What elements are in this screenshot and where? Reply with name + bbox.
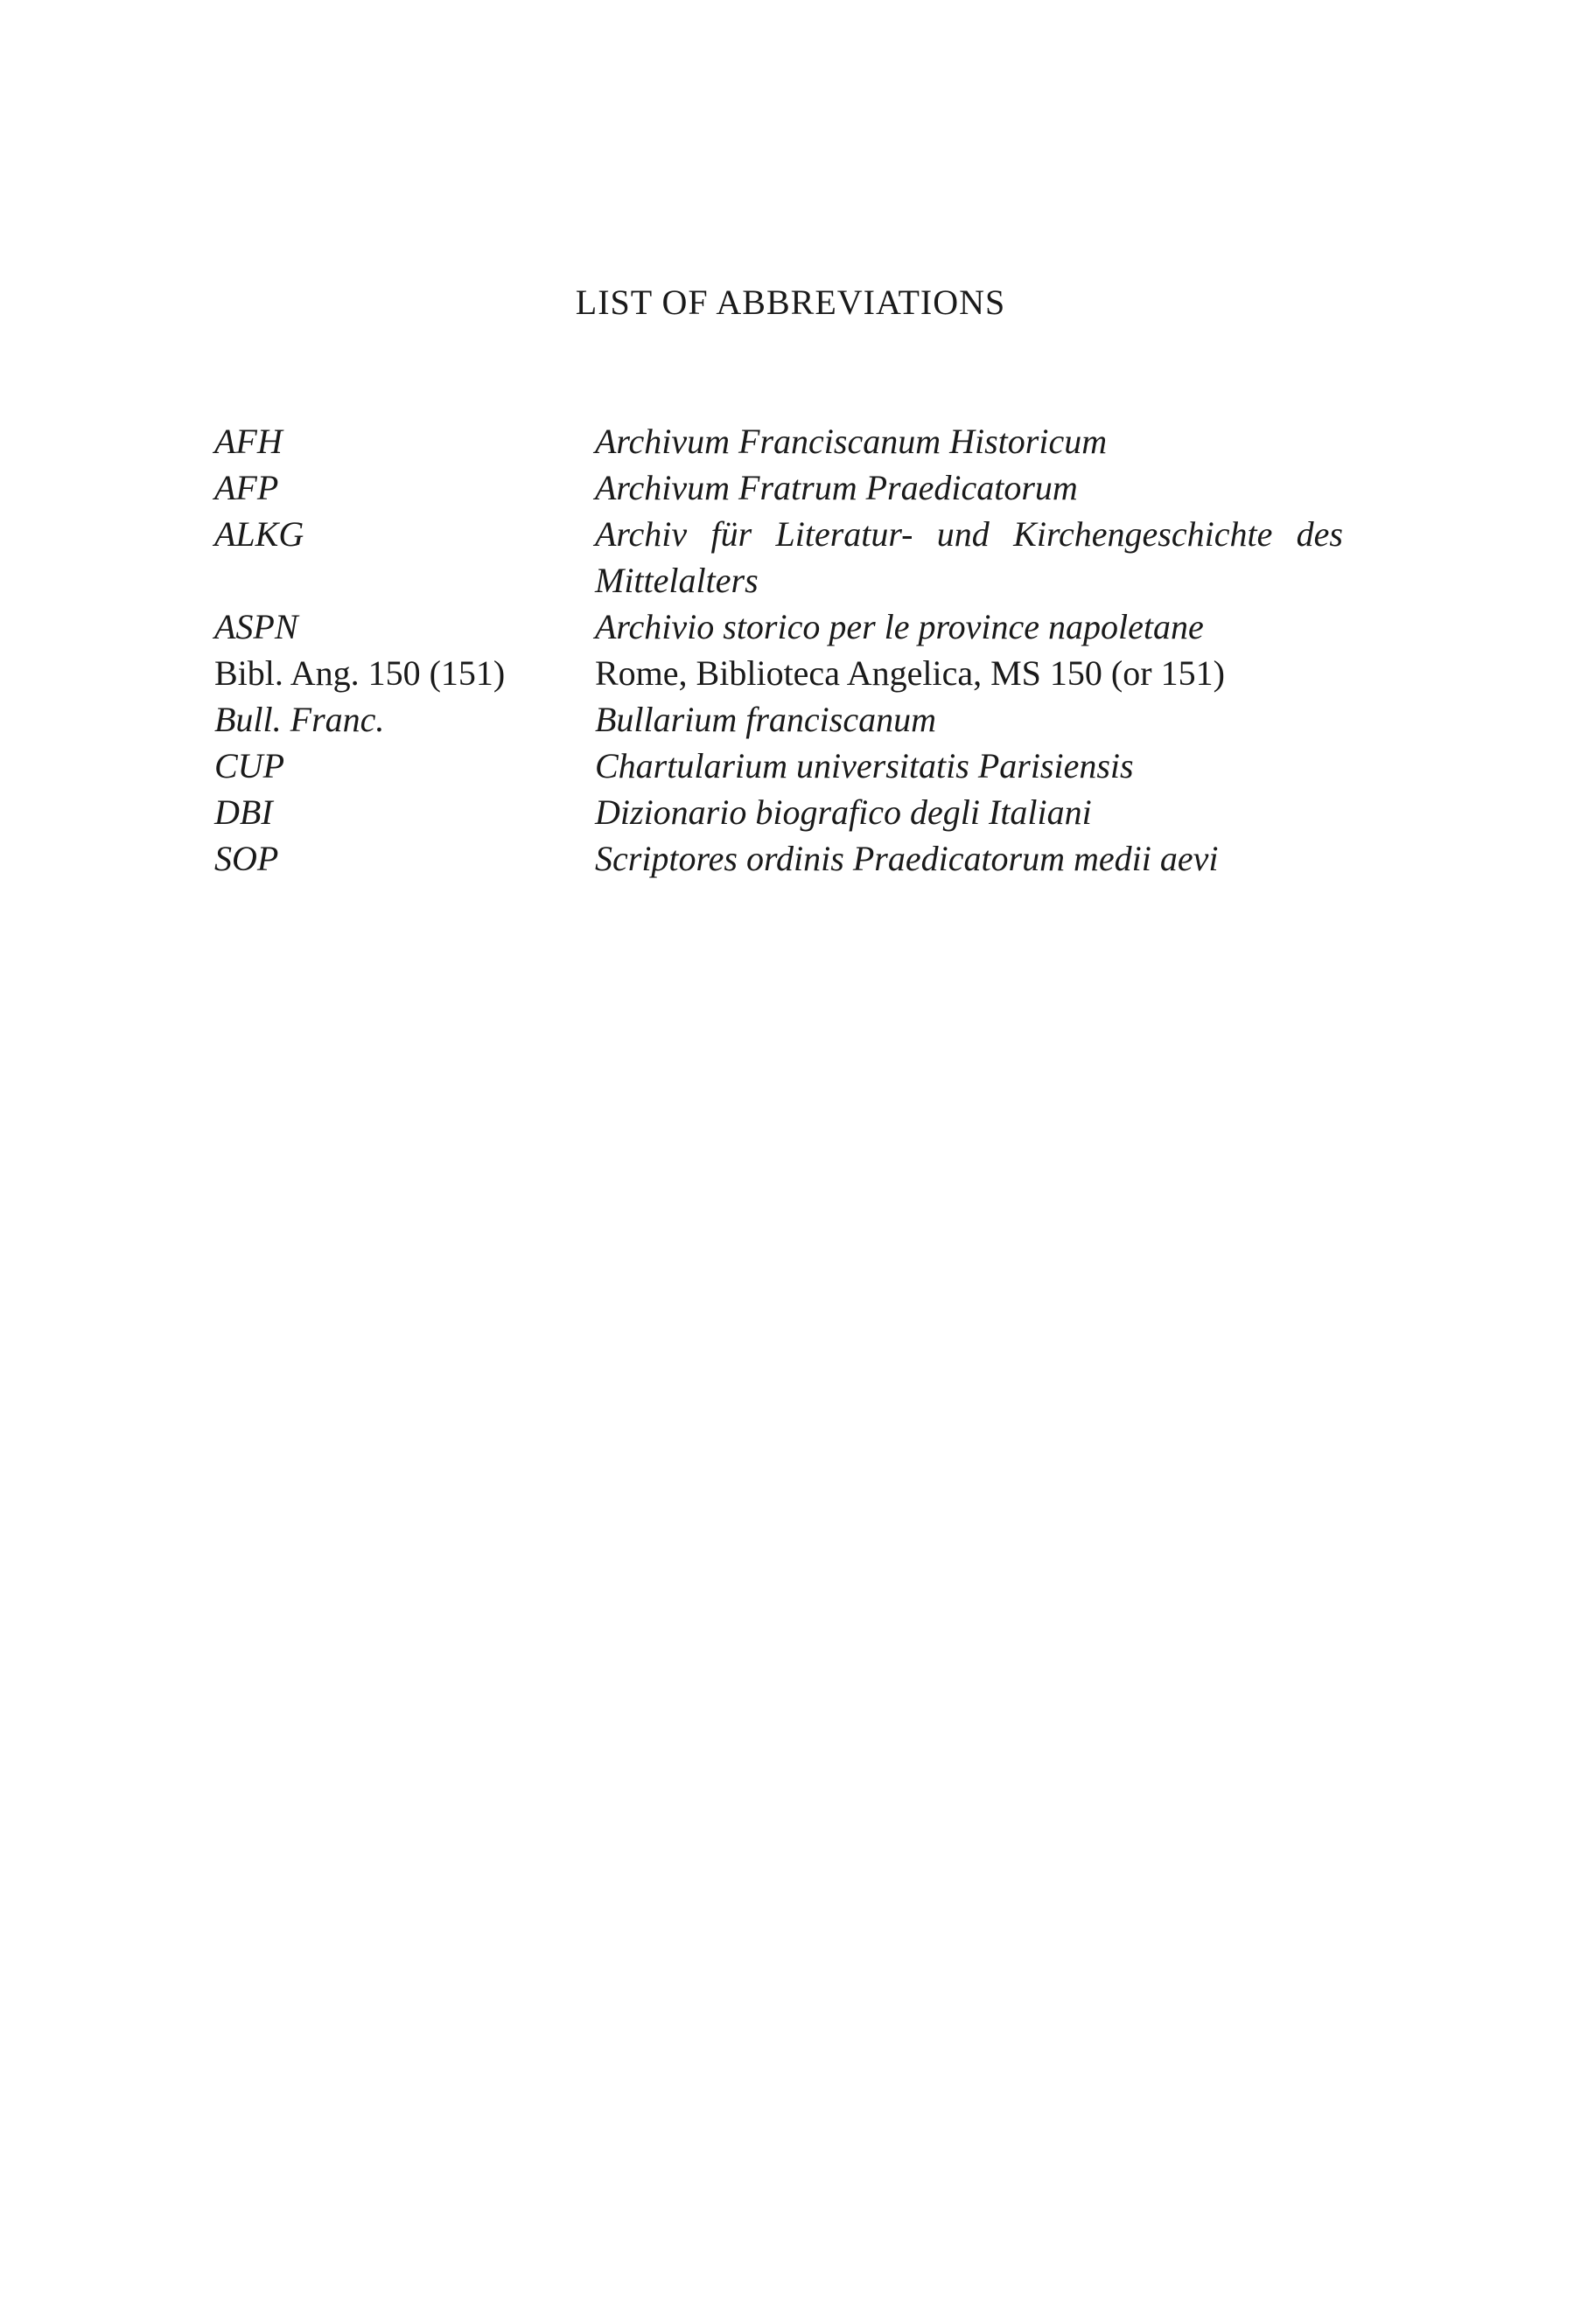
abbreviation-definition-continued: Mittelalters xyxy=(595,561,759,600)
abbreviation-definition: Archivum Franciscanum Historicum xyxy=(595,422,1108,461)
abbreviation-row xyxy=(214,604,1352,650)
abbreviation-term: Bull. Franc. xyxy=(214,700,385,739)
abbreviation-term: AFP xyxy=(214,468,279,507)
page-title: LIST OF ABBREVIATIONS xyxy=(575,283,1006,322)
abbreviation-row xyxy=(214,835,1352,882)
abbreviation-definition-block xyxy=(595,511,1343,604)
abbreviation-row xyxy=(214,464,1352,511)
abbreviation-row xyxy=(214,743,1352,789)
abbreviation-definition: Bullarium franciscanum xyxy=(595,700,936,739)
abbreviation-definition: Archivio storico per le province napoletane xyxy=(595,607,1204,646)
abbreviation-definition: Chartularium universitatis Parisiensis xyxy=(595,746,1134,785)
abbreviation-term: DBI xyxy=(214,792,273,832)
abbreviation-definition: Rome, Biblioteca Angelica, MS 150 (or 151) xyxy=(595,653,1225,693)
abbreviation-row xyxy=(214,650,1352,696)
abbreviation-term: SOP xyxy=(214,839,279,878)
abbreviation-definition: Scriptores ordinis Praedicatorum medii aevi xyxy=(595,839,1219,878)
abbreviation-term: Bibl. Ang. 150 (151) xyxy=(214,653,506,693)
abbreviation-row xyxy=(214,511,1352,604)
abbreviation-definition: Archivum Fratrum Praedicatorum xyxy=(595,468,1078,507)
abbreviation-row xyxy=(214,418,1352,464)
abbreviation-term: CUP xyxy=(214,746,284,785)
abbreviation-definition: Dizionario biografico degli Italiani xyxy=(595,792,1092,832)
abbreviation-list xyxy=(214,418,1352,882)
abbreviation-term: ALKG xyxy=(214,514,304,554)
abbreviation-term: ASPN xyxy=(214,607,298,646)
abbreviation-row xyxy=(214,789,1352,835)
abbreviation-row xyxy=(214,696,1352,743)
abbreviation-term: AFH xyxy=(214,422,283,461)
abbreviation-definition: Archiv für Literatur- und Kirchengeschichte des xyxy=(595,514,1343,554)
